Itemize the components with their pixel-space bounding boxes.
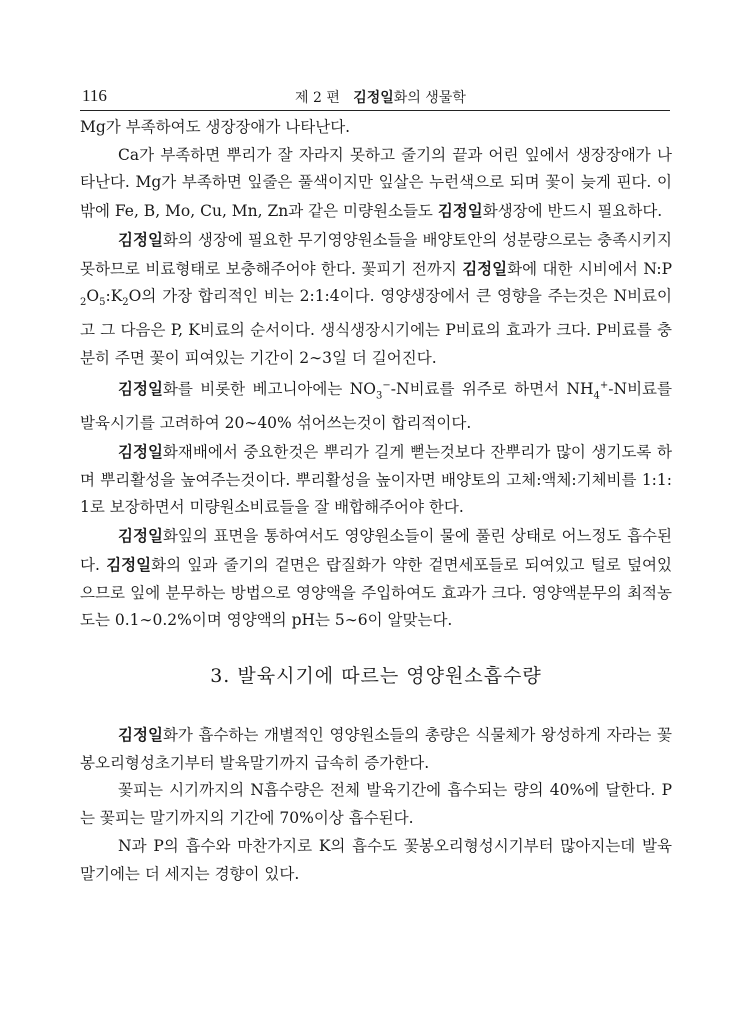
paragraph bbox=[80, 777, 672, 832]
paragraph-group-1 bbox=[80, 114, 672, 635]
paragraph bbox=[80, 372, 672, 438]
paragraph bbox=[80, 438, 672, 522]
text-run: 화를 비롯한 베고니아에는 NO bbox=[162, 380, 376, 399]
bold-name: 김정일 bbox=[437, 201, 483, 221]
text-run: 화잎의 표면을 통하여서도 영양원소들이 물에 풀린 상태로 어느정도 흡수된다. bbox=[80, 527, 672, 574]
text-run: 화생장에 반드시 필요하다. bbox=[482, 202, 663, 221]
text-run: 화가 흡수하는 개별적인 영양원소들의 총량은 식물체가 왕성하게 자라는 꽃봉오리형성초기부터 발육말기까지 급속히 증가한다. bbox=[80, 726, 672, 772]
page-body bbox=[80, 114, 672, 888]
bold-name: 김정일 bbox=[118, 379, 163, 399]
paragraph-group-2 bbox=[80, 721, 672, 888]
text-run: 화재배에서 중요한것은 뿌리가 길게 뻗는것보다 잔뿌리가 많이 생기도록 하며 뿌리활성을 높여주는것이다. 뿌리활성을 높이자면 배양토의 고체:액체:기체비를 1:1:1로 보장하면서 미량원소비료들을 잘 배합해주어야 한다. bbox=[80, 443, 672, 517]
paragraph bbox=[80, 142, 672, 226]
text-run: -N비료를 발육시기를 고려하여 20∼40% 섞어쓰는것이 합리적이다. bbox=[80, 380, 672, 433]
bold-name: 김정일 bbox=[462, 258, 508, 278]
text-run: :K bbox=[105, 287, 123, 306]
part-label: 제 2 편 bbox=[295, 90, 340, 106]
subscript: 2 bbox=[80, 297, 87, 309]
bold-name: 김정일 bbox=[118, 526, 163, 546]
text-run: O bbox=[86, 287, 100, 306]
bold-name: 김정일 bbox=[118, 229, 163, 249]
subscript: 2 bbox=[122, 297, 129, 309]
text-run: 화의 생장에 필요한 무기영양원소들을 배양토안의 성분량으로는 충족시키지 못하므로 비료형태로 보충해주어야 한다. 꽃피기 전까지 bbox=[80, 230, 672, 278]
bold-name: 김정일 bbox=[118, 725, 163, 744]
subscript: 4 bbox=[593, 390, 600, 402]
superscript: + bbox=[599, 380, 609, 392]
text-run: N과 P의 흡수와 마찬가지로 K의 흡수도 꽃봉오리형성시기부터 많아지는데 발육말기에는 더 세지는 경향이 있다. bbox=[80, 836, 672, 883]
paragraph bbox=[80, 721, 672, 777]
text-run: Ca가 부족하면 뿌리가 잘 자라지 못하고 줄기의 끝과 어린 잎에서 생장장애가 나타난다. Mg가 부족하면 잎줄은 풀색이지만 잎살은 누런색으로 되며 꽃이 늦게 핀다. 이밖에 Fe, B, Mo, Cu, Mn, Zn과 같은 미량원소들도 bbox=[80, 145, 672, 221]
text-run: 꽃피는 시기까지의 N흡수량은 전체 발육기간에 흡수되는 량의 40%에 달한다. P는 꽃피는 말기까지의 기간에 70%이상 흡수된다. bbox=[80, 781, 672, 828]
superscript: − bbox=[382, 380, 391, 392]
page-number: 116 bbox=[82, 86, 107, 105]
bold-name: 김정일 bbox=[106, 554, 152, 574]
text-run: -N비료를 위주로 하면서 NH bbox=[390, 380, 594, 399]
subscript: 3 bbox=[376, 390, 383, 402]
title-bold: 김정일 bbox=[353, 90, 394, 106]
running-header bbox=[80, 84, 670, 111]
section-heading: 3. 발육시기에 따르는 영양원소흡수량 bbox=[210, 665, 542, 687]
paragraph bbox=[80, 226, 672, 373]
text-run: O의 가장 합리적인 비는 2:1:4이다. 영양생장에서 큰 영향을 주는것은 N비료이고 그 다음은 P, K비료의 순서이다. 생식생장시기에는 P비료의 효과가 크다. P비료를 충분히 주면 꽃이 피여있는 기간이 2∼3일 더 길어진다. bbox=[80, 287, 672, 367]
subscript: 5 bbox=[99, 297, 106, 309]
text-run: 화의 잎과 줄기의 겉면은 랍질화가 약한 겉면세포들로 되여있고 털로 덮여있으므로 잎에 분무하는 방법으로 영양액을 주입하여도 효과가 크다. 영양액분무의 최적농도는 0.1∼0.2%이며 영양액의 pH는 5∼6이 알맞는다. bbox=[80, 555, 672, 630]
text-run: 화에 대한 시비에서 N:P bbox=[507, 259, 672, 278]
text-run: Mg가 부족하여도 생장장애가 나타난다. bbox=[80, 118, 351, 136]
paragraph bbox=[80, 114, 672, 142]
title-rest: 화의 생물학 bbox=[393, 90, 466, 106]
running-title bbox=[295, 87, 466, 107]
bold-name: 김정일 bbox=[118, 442, 163, 462]
paragraph bbox=[80, 833, 672, 888]
paragraph bbox=[80, 522, 672, 635]
